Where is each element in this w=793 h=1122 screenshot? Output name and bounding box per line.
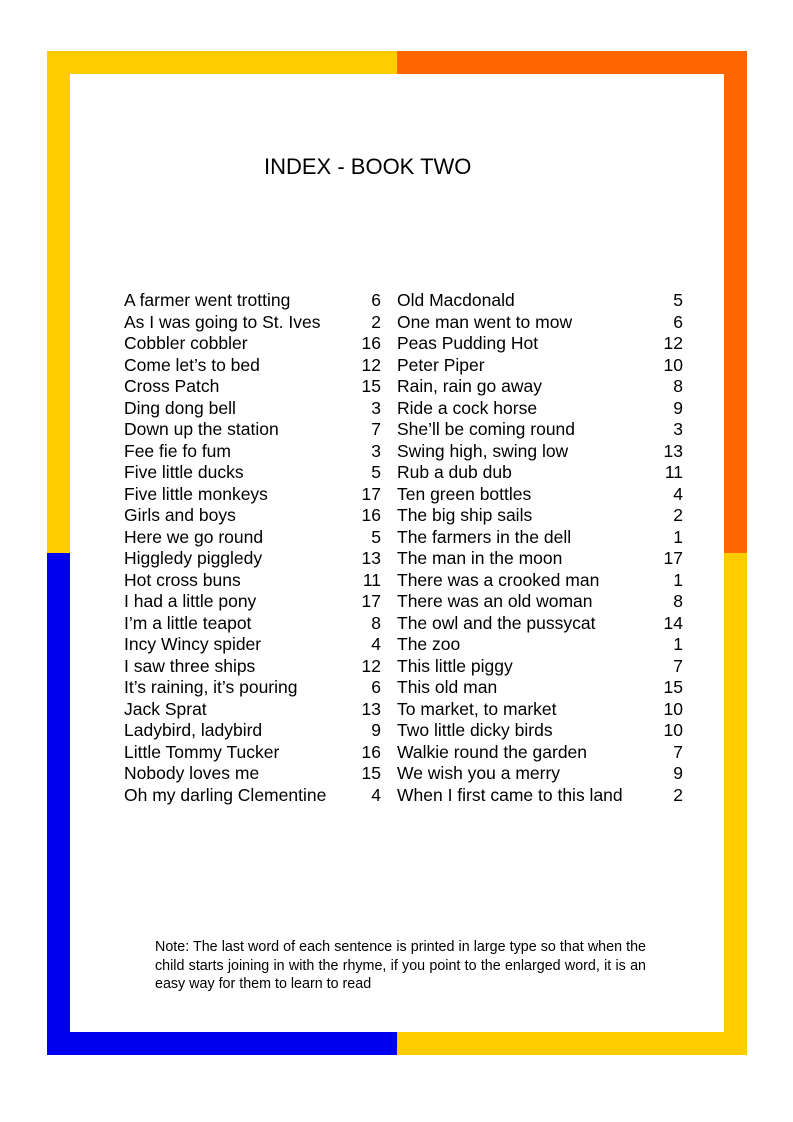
index-entry [124, 312, 381, 334]
entry-title: Ding dong bell [124, 397, 236, 418]
frame-top-right-orange [397, 51, 747, 74]
entry-title: Rub a dub dub [397, 462, 512, 482]
index-entry [397, 376, 683, 398]
entry-title: To market, to market [397, 698, 557, 719]
entry-title: One man went to mow [397, 311, 573, 332]
index-list-right [397, 290, 683, 806]
entry-page-number: 1 [673, 569, 683, 590]
index-entry [124, 441, 381, 463]
entry-title: Higgledy piggledy [124, 548, 263, 568]
index-entry [124, 720, 381, 742]
entry-title: Rain, rain go away [397, 376, 542, 396]
entry-page-number: 8 [371, 612, 381, 633]
index-entry [124, 290, 381, 312]
entry-title: There was a crooked man [397, 569, 600, 590]
entry-title: As I was going to St. Ives [124, 311, 321, 332]
entry-page-number: 3 [673, 419, 683, 439]
index-entry [397, 419, 683, 441]
entry-title: Nobody loves me [124, 763, 260, 783]
entry-title: Walkie round the garden [397, 741, 588, 762]
entry-page-number: 11 [664, 462, 683, 482]
index-entry [124, 634, 381, 656]
entry-title: Cobbler cobbler [124, 333, 248, 353]
index-entry [124, 677, 381, 699]
entry-title: The man in the moon [397, 548, 563, 568]
entry-page-number: 15 [361, 376, 381, 396]
entry-page-number: 4 [371, 784, 381, 805]
entry-page-number: 9 [371, 720, 381, 740]
entry-page-number: 13 [361, 548, 381, 568]
entry-page-number: 3 [371, 397, 381, 418]
entry-page-number: 7 [371, 419, 381, 439]
entry-page-number: 13 [361, 698, 381, 719]
entry-page-number: 9 [673, 397, 683, 418]
index-entry [124, 785, 381, 807]
entry-title: This little piggy [397, 655, 513, 676]
entry-page-number: 7 [673, 655, 683, 676]
index-entry [124, 505, 381, 527]
entry-title: Ladybird, ladybird [124, 720, 263, 740]
entry-title: Incy Wincy spider [124, 634, 262, 654]
entry-title: Swing high, swing low [397, 440, 569, 461]
entry-page-number: 13 [663, 440, 683, 461]
page-title: INDEX - BOOK TWO [264, 154, 472, 179]
index-entry [124, 699, 381, 721]
entry-title: Little Tommy Tucker [124, 741, 280, 762]
entry-page-number: 6 [673, 311, 683, 332]
entry-title: A farmer went trotting [124, 290, 291, 310]
index-entry [124, 462, 381, 484]
entry-page-number: 6 [371, 677, 381, 697]
entry-page-number: 16 [361, 505, 381, 525]
entry-title: Peas Pudding Hot [397, 333, 539, 353]
entry-title: Old Macdonald [397, 290, 515, 310]
frame-bottom-left-blue [47, 1032, 397, 1055]
entry-title: Jack Sprat [124, 698, 207, 719]
entry-title: The zoo [397, 634, 461, 654]
entry-page-number: 15 [663, 677, 683, 697]
index-entry [397, 699, 683, 721]
index-entry [397, 720, 683, 742]
index-entry [397, 290, 683, 312]
entry-title: Oh my darling Clementine [124, 784, 327, 805]
index-entry [397, 355, 683, 377]
index-entry [397, 484, 683, 506]
entry-title: Hot cross buns [124, 569, 241, 590]
entry-page-number: 8 [673, 591, 683, 611]
frame-right-top-orange [724, 51, 747, 553]
entry-title: Ten green bottles [397, 483, 532, 504]
index-entry [397, 613, 683, 635]
entry-title: I had a little pony [124, 591, 257, 611]
index-entry [124, 333, 381, 355]
index-entry [397, 548, 683, 570]
entry-title: I’m a little teapot [124, 612, 252, 633]
entry-page-number: 5 [371, 462, 381, 482]
entry-page-number: 5 [371, 526, 381, 547]
entry-page-number: 12 [361, 354, 381, 375]
entry-page-number: 15 [361, 763, 381, 783]
entry-page-number: 12 [663, 333, 683, 353]
index-entry [397, 677, 683, 699]
entry-page-number: 8 [673, 376, 683, 396]
entry-title: The owl and the pussycat [397, 612, 596, 633]
index-entry [397, 570, 683, 592]
index-entry [397, 763, 683, 785]
entry-page-number: 3 [371, 440, 381, 461]
entry-title: The big ship sails [397, 505, 533, 525]
entry-page-number: 17 [361, 483, 381, 504]
entry-page-number: 7 [673, 741, 683, 762]
entry-title: Ride a cock horse [397, 397, 538, 418]
index-entry [397, 656, 683, 678]
index-entry [397, 441, 683, 463]
frame-left-top-yellow [47, 51, 70, 553]
index-entry [124, 591, 381, 613]
entry-page-number: 17 [361, 591, 381, 611]
entry-title: The farmers in the dell [397, 526, 572, 547]
entry-title: Girls and boys [124, 505, 236, 525]
entry-page-number: 9 [673, 763, 683, 783]
entry-title: Fee fie fo fum [124, 440, 231, 461]
index-entry [397, 462, 683, 484]
entry-page-number: 11 [362, 569, 381, 590]
index-entry [124, 763, 381, 785]
frame-left-bottom-blue [47, 553, 70, 1055]
entry-title: It’s raining, it’s pouring [124, 677, 298, 697]
entry-page-number: 2 [673, 505, 683, 525]
index-entry [124, 548, 381, 570]
entry-title: Five little monkeys [124, 483, 268, 504]
entry-title: Two little dicky birds [397, 720, 553, 740]
entry-page-number: 10 [663, 720, 683, 740]
entry-page-number: 6 [371, 290, 381, 310]
entry-title: Down up the station [124, 419, 279, 439]
entry-title: Here we go round [124, 526, 264, 547]
index-entry [397, 312, 683, 334]
entry-page-number: 12 [361, 655, 381, 676]
index-entry [124, 484, 381, 506]
index-list-left [124, 290, 381, 806]
index-entry [124, 419, 381, 441]
entry-title: I saw three ships [124, 655, 256, 676]
entry-page-number: 5 [673, 290, 683, 310]
entry-title: Five little ducks [124, 462, 244, 482]
entry-page-number: 1 [673, 634, 683, 654]
index-entry [397, 634, 683, 656]
index-entry [124, 398, 381, 420]
index-entry [124, 570, 381, 592]
entry-page-number: 2 [371, 311, 381, 332]
index-entry [397, 505, 683, 527]
entry-page-number: 16 [361, 333, 381, 353]
entry-page-number: 16 [361, 741, 381, 762]
index-entry [124, 656, 381, 678]
index-entry [124, 742, 381, 764]
frame-right-bottom-yellow [724, 553, 747, 1055]
entry-page-number: 10 [663, 354, 683, 375]
index-entry [397, 785, 683, 807]
entry-page-number: 4 [673, 483, 683, 504]
index-entry [124, 527, 381, 549]
index-entry [397, 527, 683, 549]
entry-page-number: 1 [673, 526, 683, 547]
entry-page-number: 14 [663, 612, 683, 633]
frame-top-left-yellow [47, 51, 397, 74]
entry-page-number: 2 [673, 784, 683, 805]
entry-title: Peter Piper [397, 354, 485, 375]
frame-bottom-right-yellow [397, 1032, 747, 1055]
entry-page-number: 4 [371, 634, 381, 654]
index-entry [397, 398, 683, 420]
index-entry [124, 613, 381, 635]
index-entry [124, 376, 381, 398]
note-text: Note: The last word of each sentence is printed in large type so that when the child starts joining in with the rhyme, if you point to the enlarged word, it is an easy way for them to learn to read [155, 939, 646, 992]
index-entry [397, 742, 683, 764]
entry-title: There was an old woman [397, 591, 593, 611]
entry-page-number: 17 [663, 548, 683, 568]
entry-title: Come let’s to bed [124, 354, 260, 375]
entry-page-number: 10 [663, 698, 683, 719]
index-entry [397, 333, 683, 355]
entry-title: She’ll be coming round [397, 419, 576, 439]
index-entry [397, 591, 683, 613]
index-entry [124, 355, 381, 377]
entry-title: This old man [397, 677, 498, 697]
entry-title: Cross Patch [124, 376, 220, 396]
entry-title: We wish you a merry [397, 763, 561, 783]
entry-title: When I first came to this land [397, 784, 623, 805]
